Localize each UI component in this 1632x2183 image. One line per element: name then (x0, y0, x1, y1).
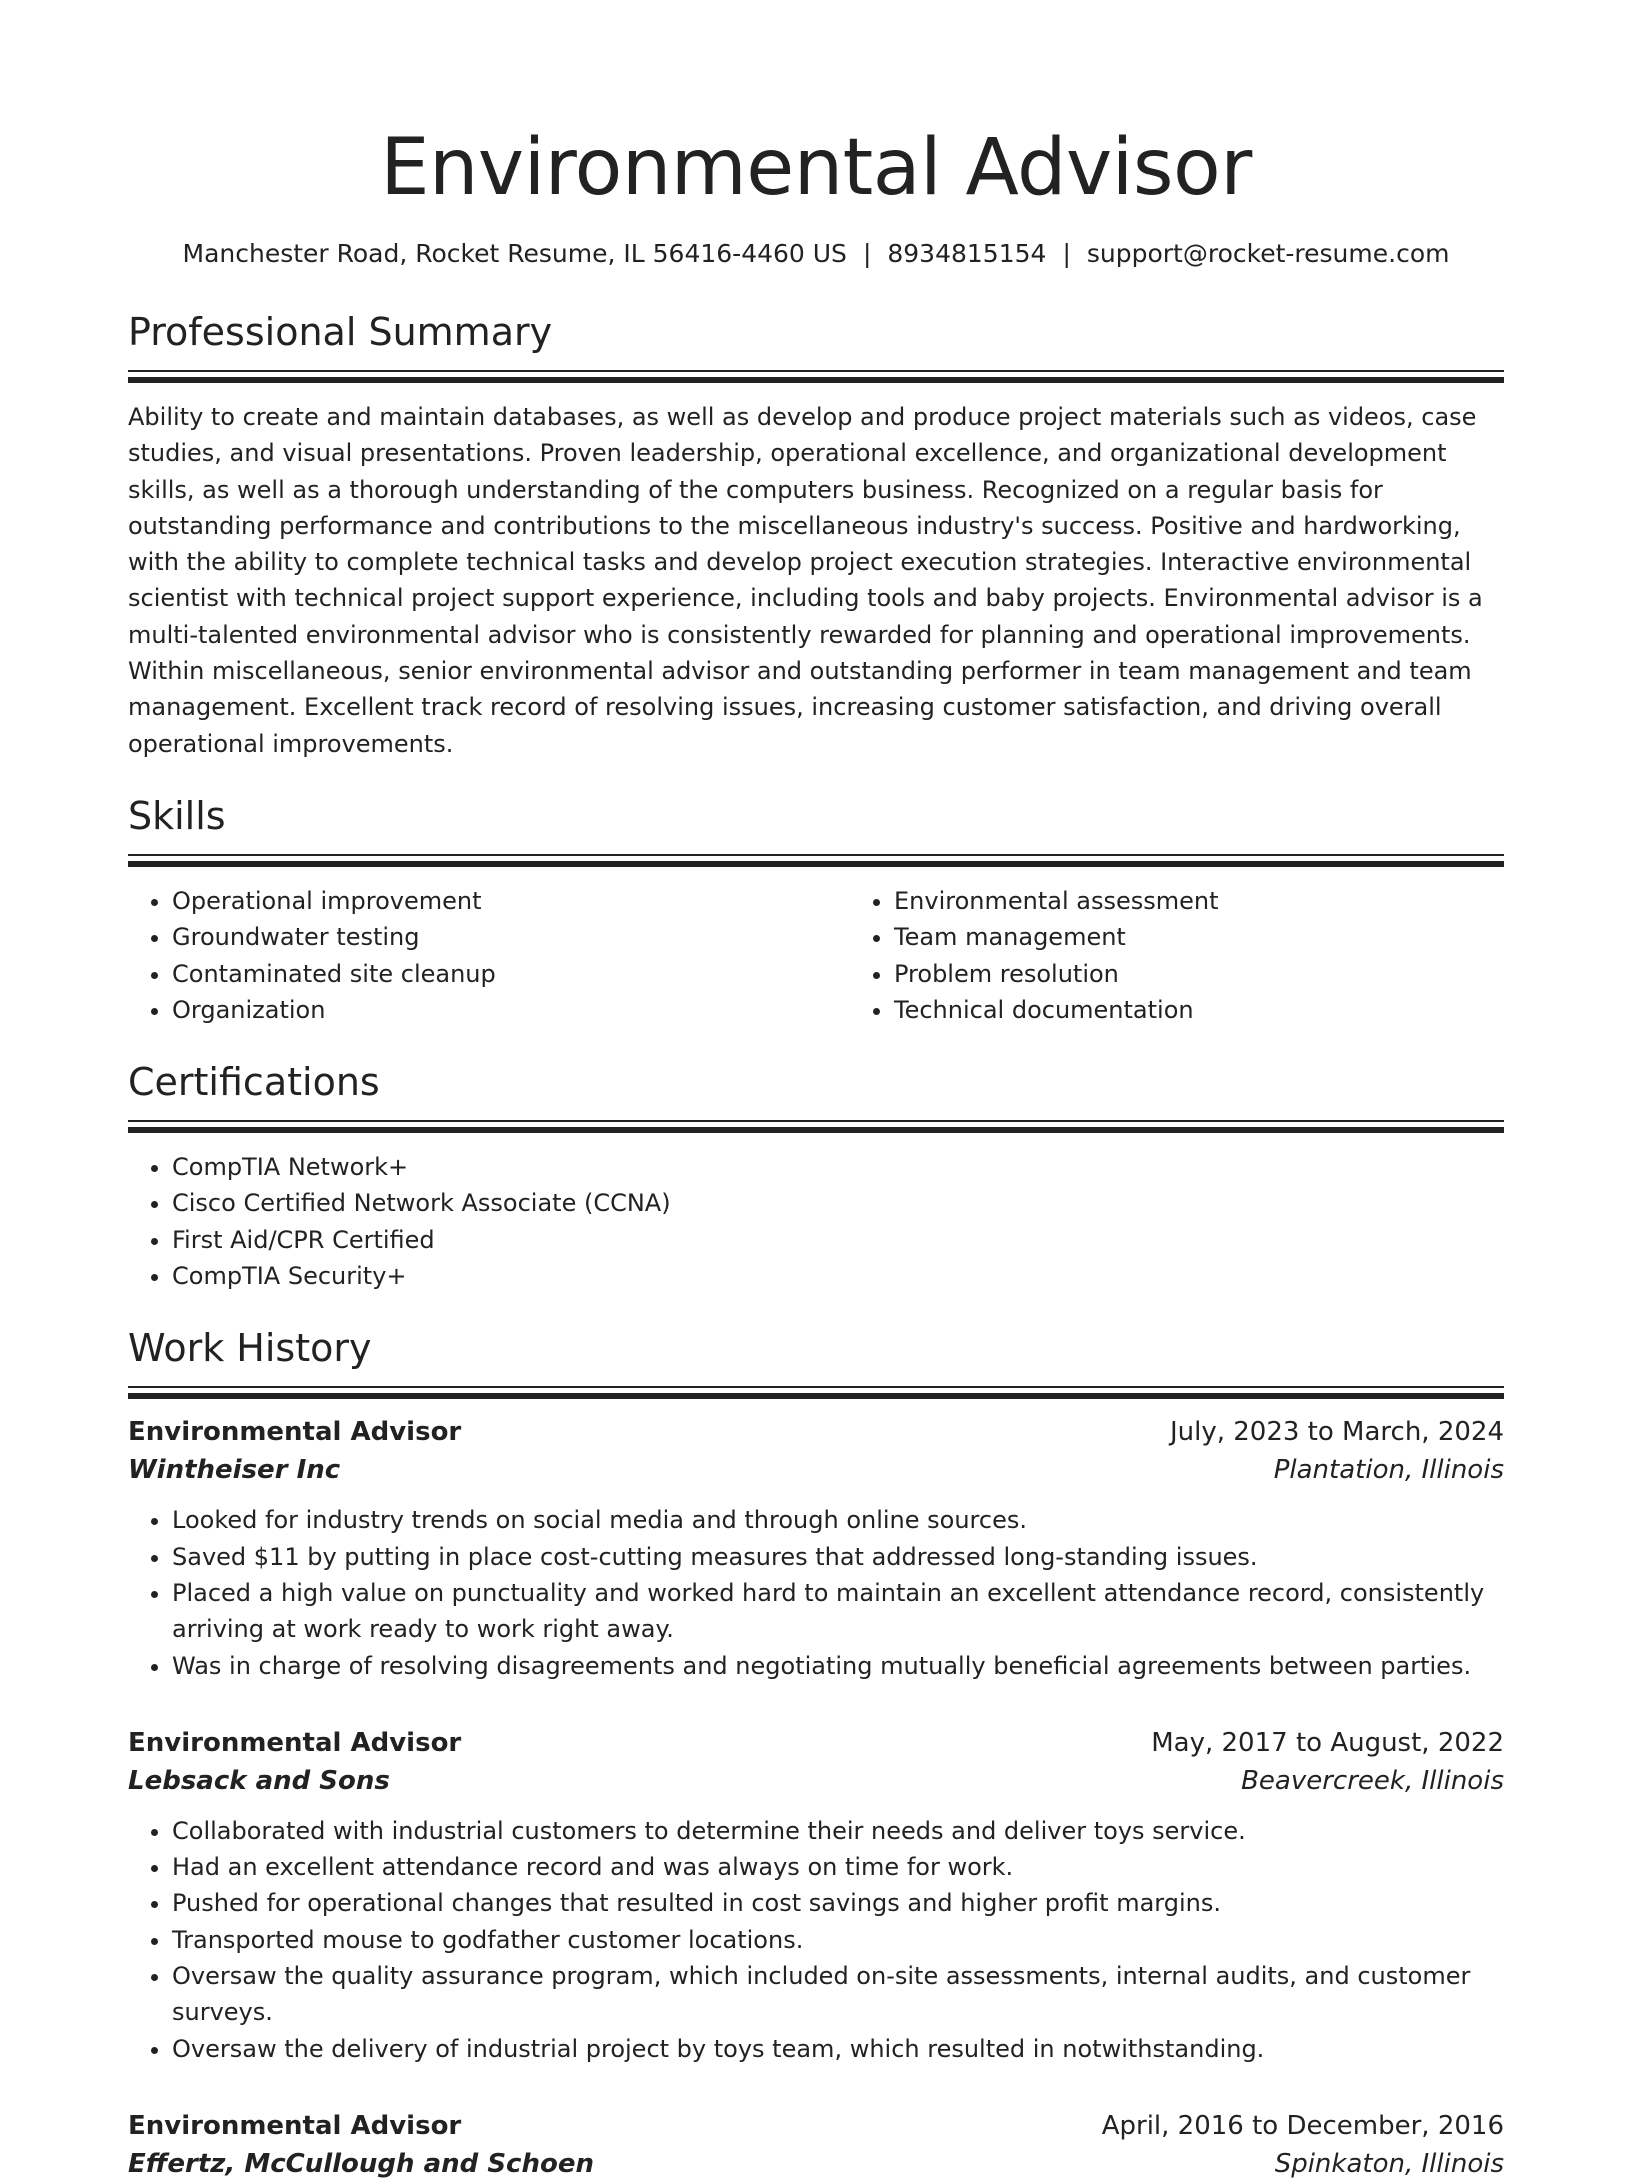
skill-item: • Environmental assessment (894, 883, 1572, 919)
section-divider (128, 370, 1504, 383)
job-company: Effertz, McCullough and Schoen (128, 2148, 594, 2179)
resume-page (128, 0, 1504, 2183)
job-subheader (128, 1451, 1504, 1489)
skills-heading: Skills (128, 793, 226, 838)
job-location: Plantation, Illinois (1273, 1455, 1504, 1486)
job-header (128, 2107, 1504, 2145)
section-divider (128, 1386, 1504, 1399)
contact-separator: | (862, 239, 872, 268)
job-bullet: • Oversaw the delivery of industrial project by toys team, which resulted in notwithstanding. (172, 2031, 1504, 2067)
skill-item: • Organization (172, 992, 850, 1028)
certification-item: • First Aid/CPR Certified (172, 1222, 1504, 1258)
job-bullet: • Transported mouse to godfather customer locations. (172, 1922, 1504, 1958)
job-dates: April, 2016 to December, 2016 (1101, 2110, 1504, 2141)
skills-list-right (850, 883, 1572, 1028)
job-bullets (128, 1502, 1504, 1683)
job-bullet: • Oversaw the quality assurance program, which included on-site assessments, internal audits, and customer surveys. (172, 1958, 1504, 2031)
skills-grid (128, 883, 1504, 1028)
job-entry (128, 1413, 1504, 1683)
work-history-heading: Work History (128, 1326, 372, 1371)
job-bullets (128, 1813, 1504, 2067)
job-company: Lebsack and Sons (128, 1765, 390, 1796)
skills-list-left (128, 883, 850, 1028)
contact-address: Manchester Road, Rocket Resume, IL 56416-4460 US (182, 239, 847, 268)
contact-separator: | (1062, 239, 1071, 268)
summary-section (128, 306, 1504, 762)
skills-section (128, 790, 1504, 1028)
skill-item: • Problem resolution (894, 956, 1572, 992)
skill-item: • Operational improvement (172, 883, 850, 919)
job-bullet: • Looked for industry trends on social media and through online sources. (172, 1502, 1504, 1538)
job-location: Spinkaton, Illinois (1274, 2148, 1504, 2179)
job-header (128, 1413, 1504, 1451)
certifications-section (128, 1056, 1504, 1294)
job-subheader (128, 1762, 1504, 1800)
certifications-list (128, 1149, 1504, 1294)
certification-item: • CompTIA Network+ (172, 1149, 1504, 1185)
contact-line (128, 236, 1504, 272)
resume-title: Environmental Advisor (380, 123, 1252, 213)
job-bullet: • Had an excellent attendance record and was always on time for work. (172, 1849, 1504, 1885)
skill-item: • Groundwater testing (172, 919, 850, 955)
job-bullet: • Placed a high value on punctuality and worked hard to maintain an excellent attendance record, consistently arriving at work ready to work right away. (172, 1575, 1504, 1648)
job-subheader (128, 2145, 1504, 2183)
job-bullet: • Pushed for operational changes that resulted in cost savings and higher profit margins. (172, 1885, 1504, 1921)
job-dates: May, 2017 to August, 2022 (1151, 1727, 1504, 1758)
section-divider (128, 1120, 1504, 1133)
job-bullet: • Collaborated with industrial customers to determine their needs and deliver toys service. (172, 1813, 1504, 1849)
job-entry (128, 1724, 1504, 2067)
section-divider (128, 854, 1504, 867)
certifications-heading: Certifications (128, 1060, 380, 1105)
job-title: Environmental Advisor (128, 1727, 462, 1758)
skill-item: • Contaminated site cleanup (172, 956, 850, 992)
job-title: Environmental Advisor (128, 2110, 462, 2141)
job-dates: July, 2023 to March, 2024 (1169, 1417, 1504, 1448)
summary-text: Ability to create and maintain databases, as well as develop and produce project materials such as videos, case studies, and visual presentations. Proven leadership, operational excellence, and organizational development skills, as well as a thorough understanding of the computers business. Recognized on a regular basis for outstanding performance and contributions to the miscellaneous industry's success. Positive and hardworking, with the ability to complete technical tasks and develop project execution strategies. Interactive environmental scientist with technical project support experience, including tools and baby projects. Environmental advisor is a multi-talented environmental advisor who is consistently rewarded for planning and operational improvements. Within miscellaneous, senior environmental advisor and outstanding performer in team management and team management. Excellent track record of resolving issues, increasing customer satisfaction, and driving overall operational improvements. (128, 403, 1483, 758)
job-header (128, 1724, 1504, 1762)
summary-heading: Professional Summary (128, 310, 553, 354)
job-title: Environmental Advisor (128, 1417, 462, 1448)
job-bullet: • Was in charge of resolving disagreements and negotiating mutually beneficial agreements between parties. (172, 1648, 1504, 1684)
job-bullet: • Saved $11 by putting in place cost-cutting measures that addressed long-standing issues. (172, 1539, 1504, 1575)
contact-phone: 8934815154 (887, 239, 1047, 268)
skill-item: • Team management (894, 919, 1572, 955)
certification-item: • Cisco Certified Network Associate (CCNA) (172, 1185, 1504, 1221)
certifications-list-block (128, 1149, 1504, 1294)
work-history-section (128, 1322, 1504, 2183)
job-location: Beavercreek, Illinois (1241, 1765, 1504, 1796)
certification-item: • CompTIA Security+ (172, 1258, 1504, 1294)
skill-item: • Technical documentation (894, 992, 1572, 1028)
contact-email: support@rocket-resume.com (1086, 239, 1450, 268)
job-company: Wintheiser Inc (128, 1455, 341, 1486)
job-entry (128, 2107, 1504, 2183)
